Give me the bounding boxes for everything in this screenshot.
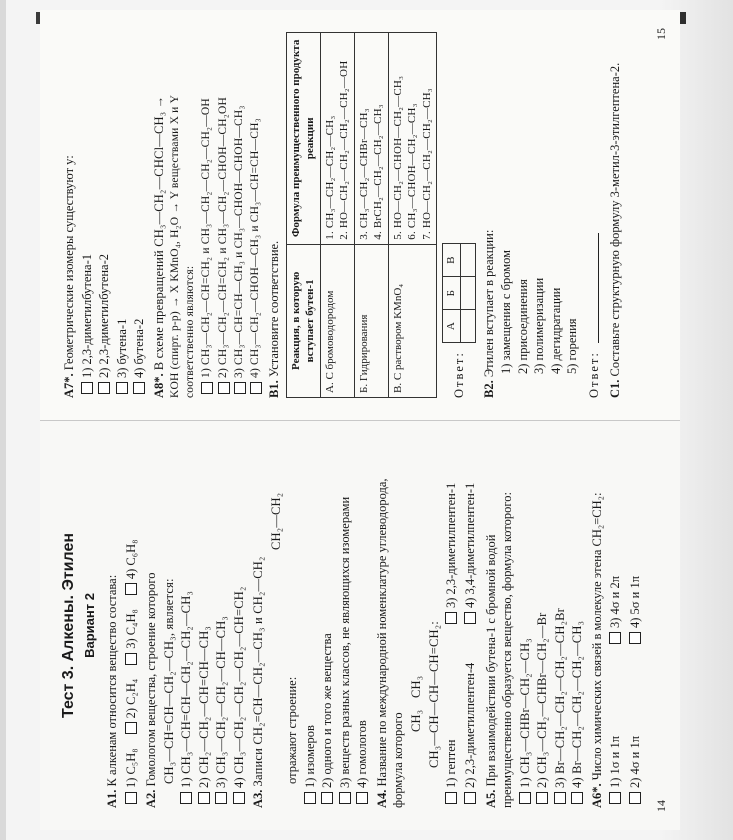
- option[interactable]: [123, 748, 140, 804]
- question-label: А5.: [483, 789, 498, 808]
- option-label: 1) гептен: [443, 739, 458, 788]
- test-title: Тест 3. Алкены. Этилен: [60, 532, 77, 719]
- option[interactable]: [123, 679, 140, 735]
- checkbox[interactable]: [198, 792, 210, 804]
- option-label: 4) CH₃—CH₂—CHOH—CH₃ и CH₃—CH=CH—CH₃: [248, 118, 261, 378]
- option-label: 1) CH₃—CH=CH—CH₂—CH₂—CH₃: [179, 590, 194, 788]
- question-a8: [151, 32, 168, 398]
- question-a4: [374, 443, 407, 808]
- question-text: В схеме превращений CH₃—CH₂—CHCl—CH₃ →: [151, 95, 166, 371]
- question-text: Число химических связей в молекуле этена CH₂=CH₂:: [589, 492, 604, 781]
- checkbox[interactable]: [445, 612, 457, 624]
- checkbox[interactable]: [571, 792, 583, 804]
- table-header: Реакция, в которую вступает бутен-1: [286, 244, 320, 397]
- question-label: В2.: [481, 380, 496, 398]
- a6-options: [606, 443, 644, 804]
- question-text: Геометрические изомеры существуют у:: [62, 155, 76, 371]
- option-label: 3) CH₃—CH₂—CH₂—CH—CH₃: [214, 616, 229, 788]
- option[interactable]: [302, 443, 319, 804]
- option-label: 3) C₄H₈: [123, 609, 138, 649]
- option-label: 3) веществ разных классов, не являющихся изомерами: [337, 496, 352, 788]
- option[interactable]: [627, 576, 644, 644]
- checkbox[interactable]: [98, 382, 110, 394]
- product: 3. CH₃—CH₂—CHBr—CH₃: [357, 108, 370, 240]
- option-label: 2) 2,3-диметилбутена-2: [97, 253, 111, 378]
- a3-options: [302, 443, 371, 804]
- checkbox[interactable]: [233, 792, 245, 804]
- option-label: 1) 1σ и 1π: [608, 735, 623, 788]
- question-label: В1.: [267, 380, 282, 398]
- book-spread: [40, 10, 680, 830]
- option-label: 5) горения: [565, 318, 580, 374]
- option[interactable]: [319, 443, 336, 804]
- a8-options: [199, 32, 263, 394]
- checkbox[interactable]: [201, 382, 213, 394]
- question-label: А8*.: [151, 373, 166, 398]
- option-label: 4) C₆H₈: [123, 539, 138, 580]
- page-number: 15: [654, 28, 669, 40]
- product: 6. CH₃—CHOH—CH₂—CH₃: [406, 103, 419, 240]
- b2-options: [498, 32, 581, 374]
- option-label: 1) CH₃—CH₂—CH=CH₂ и CH₃—CH₂—CH₂—CH₂—OH: [200, 98, 213, 378]
- option-label: 3) CH₃—CH=CH—CH₃ и CH₃—CHOH—CHOH—CH₃: [232, 105, 245, 378]
- a2-options: [178, 443, 247, 804]
- table-header: Формула преимущественного продукта реакции: [286, 33, 320, 245]
- product-cell: [320, 33, 354, 245]
- b2-answer: [586, 32, 603, 398]
- option-label: 4) бутена-2: [132, 318, 146, 378]
- option-label: 1) замещения с бромом: [499, 249, 514, 374]
- option[interactable]: [462, 634, 479, 804]
- reaction-cell: В. С раствором KMnO₄: [388, 244, 437, 397]
- option[interactable]: [213, 443, 230, 804]
- option[interactable]: [131, 32, 148, 394]
- question-a2: [143, 443, 160, 808]
- checkbox[interactable]: [609, 632, 621, 644]
- option-label: 2) одного и того же вещества: [320, 633, 335, 788]
- reaction-cell: А. С бромоводородом: [320, 244, 354, 397]
- option[interactable]: [627, 654, 644, 804]
- question-b2: [481, 32, 498, 398]
- option-label: 2) C₂H₄: [123, 678, 138, 719]
- checkbox[interactable]: [356, 792, 368, 804]
- option[interactable]: [196, 443, 213, 804]
- product: 7. HO—CH₂—CH₂—CH₂—CH₃: [420, 88, 433, 240]
- checkbox[interactable]: [609, 792, 621, 804]
- question-a1: [104, 443, 121, 808]
- option-label: 2) CH₃—CH₂—CH=CH₂ и CH₃—CH₂—CHOH—CH₂OH: [216, 96, 229, 378]
- a4-structure: [408, 443, 442, 768]
- question-label: С1.: [608, 379, 623, 398]
- left-page: [40, 420, 680, 830]
- option[interactable]: [79, 32, 96, 394]
- a2-formula: CH₃—CH=CH—CH₂—CH₃, является:: [161, 578, 176, 784]
- option-label: 2) присоединения: [515, 279, 530, 374]
- question-label: А6*.: [589, 783, 604, 808]
- answer-grid: [442, 243, 476, 343]
- option[interactable]: [114, 32, 131, 394]
- option-label: 2) CH₂—CH₂—CH=CH—CH₃: [196, 626, 211, 788]
- answer-cell[interactable]: [460, 244, 475, 277]
- option-label: 3) 2,3-диметилпентен-1: [443, 482, 458, 608]
- checkbox[interactable]: [339, 792, 351, 804]
- question-label: А3.: [251, 789, 266, 808]
- answer-header: А: [443, 310, 461, 343]
- checkbox[interactable]: [536, 792, 548, 804]
- option[interactable]: [123, 609, 140, 665]
- question-text: Гомологом вещества, строение которого: [144, 572, 159, 787]
- option[interactable]: [354, 443, 371, 804]
- checkbox[interactable]: [554, 792, 566, 804]
- answer-label: Ответ:: [586, 351, 601, 398]
- option-label: 3) 4σ и 2π: [608, 575, 623, 628]
- product: 1. CH₃—CH₂—CH₂—CH₃: [323, 115, 336, 240]
- option[interactable]: [552, 443, 569, 804]
- option[interactable]: [569, 443, 586, 804]
- option[interactable]: [607, 576, 624, 644]
- option[interactable]: [443, 634, 460, 804]
- option-label: 1) C₅H₈: [123, 748, 138, 788]
- checkbox[interactable]: [629, 632, 641, 644]
- question-a5: [483, 443, 516, 808]
- option-label: 1) 2,3-диметилбутена-1: [79, 253, 94, 378]
- product-cell: [354, 33, 388, 245]
- option-label: 4) 3,4-диметилпентен-1: [463, 482, 478, 608]
- question-text: Название по международной номенклатуре углеводорода, формула которого: [374, 478, 406, 808]
- checkbox[interactable]: [125, 792, 137, 804]
- checkbox[interactable]: [125, 583, 137, 595]
- answer-header: Б: [443, 277, 461, 310]
- option-label: 2) 4σ и 1π: [627, 735, 642, 788]
- checkbox[interactable]: [218, 382, 230, 394]
- question-c1: [607, 32, 624, 398]
- checkbox[interactable]: [445, 792, 457, 804]
- checkbox[interactable]: [250, 382, 262, 394]
- checkbox[interactable]: [125, 653, 137, 665]
- right-page: [40, 10, 680, 420]
- option-label: 4) 5σ и 1π: [627, 575, 642, 628]
- option[interactable]: [178, 443, 195, 804]
- option-label: 1) CH₃—CHBr—CH₂—CH₃: [517, 638, 532, 788]
- question-text: При взаимодействии бутена-1 с бромной водой преимущественно образуется вещество, формула которого:: [483, 492, 515, 808]
- question-a3: [250, 443, 267, 808]
- product-cell: [388, 33, 437, 245]
- answer-cell[interactable]: [460, 277, 475, 310]
- a4-substituent: CH₃: [408, 709, 423, 732]
- question-label: А7*.: [62, 373, 76, 398]
- option-label: 4) гомологов: [355, 720, 370, 788]
- option[interactable]: [123, 540, 140, 596]
- option-label: 2) 2,3-диметилпентен-4: [463, 662, 478, 788]
- a5-options: [517, 443, 586, 804]
- question-text: Составьте структурную формулу 3-метил-3-этилгептена-2.: [608, 62, 623, 377]
- b1-answer: [442, 32, 476, 398]
- checkbox[interactable]: [321, 792, 333, 804]
- option[interactable]: [462, 483, 479, 624]
- option-label: 3) полимеризации: [532, 277, 547, 374]
- question-text: К алкенам относится вещество состава:: [105, 574, 120, 787]
- option-label: 4) Br—CH₂—CH₂—CH₂—CH₃: [570, 620, 585, 788]
- a4-options: [442, 443, 480, 804]
- checkbox[interactable]: [215, 792, 227, 804]
- option[interactable]: [199, 32, 214, 394]
- option-label: 4) CH₃—CH₂—CH₂—CH₂—CH=CH₂: [231, 586, 246, 788]
- option[interactable]: [248, 32, 263, 394]
- checkbox[interactable]: [464, 792, 476, 804]
- checkbox[interactable]: [180, 792, 192, 804]
- question-a6: [589, 443, 606, 808]
- option-label: 2) CH₃—CH₂—CHBr—CH₂—Br: [535, 612, 550, 788]
- question-label: А2.: [144, 789, 159, 808]
- answer-label: Ответ:: [451, 351, 466, 398]
- option[interactable]: [534, 443, 551, 804]
- question-label: А1.: [105, 789, 120, 808]
- question-a7: [61, 32, 78, 398]
- option[interactable]: [216, 32, 231, 394]
- answer-blank[interactable]: [588, 233, 599, 343]
- option[interactable]: [443, 483, 460, 624]
- question-text: Установите соответствие.: [267, 240, 282, 378]
- checkbox[interactable]: [464, 612, 476, 624]
- checkbox[interactable]: [519, 792, 531, 804]
- option-label: 4) дегидратации: [548, 287, 563, 374]
- option[interactable]: [231, 443, 248, 804]
- a1-options: [122, 443, 141, 804]
- checkbox[interactable]: [629, 792, 641, 804]
- question-label: А4.: [374, 789, 389, 808]
- option-label: 3) Br—CH₂—CH₂—CH₂—CH₂Br: [552, 607, 567, 788]
- b1-matching-table: [286, 32, 438, 398]
- option[interactable]: [607, 654, 624, 804]
- option[interactable]: [337, 443, 354, 804]
- a8-scheme: KOH (спирт. р-р) → X KMnO₄, H₂O → Y веществами X и Y соответственно являются:: [169, 95, 197, 398]
- checkbox[interactable]: [116, 382, 128, 394]
- answer-header: В: [443, 244, 461, 277]
- option-label: 1) изомеров: [302, 725, 317, 788]
- product: 4. BrCH₂—CH₂—CH₂—CH₃: [372, 104, 385, 240]
- checkbox[interactable]: [234, 382, 246, 394]
- checkbox[interactable]: [133, 382, 145, 394]
- option-label: 3) бутена-1: [114, 318, 129, 378]
- page-number: 14: [654, 800, 669, 812]
- a4-substituent: CH₃: [408, 675, 423, 698]
- option[interactable]: [232, 32, 247, 394]
- a3-reflect: отражают строение:: [285, 676, 300, 784]
- question-text: Этилен вступает в реакции:: [481, 229, 496, 378]
- option[interactable]: [517, 443, 534, 804]
- a7-options: [79, 32, 148, 394]
- a3-ring-bottom: CH₂—CH₂: [268, 492, 283, 550]
- question-text: Записи CH₂=CH—CH₂—CH₃ и CH₂—CH₂: [251, 556, 266, 787]
- product: 5. HO—CH₂—CHOH—CH₂—CH₃: [391, 75, 404, 240]
- product: 2. HO—CH₂—CH₂—CH₂—CH₂—OH: [338, 60, 351, 240]
- a4-formula: CH₃—CH—CH—CH=CH₂:: [426, 621, 441, 768]
- checkbox[interactable]: [304, 792, 316, 804]
- question-b1: [266, 32, 283, 398]
- option[interactable]: [96, 32, 113, 394]
- checkbox[interactable]: [81, 382, 93, 394]
- test-variant: Вариант 2: [82, 593, 98, 658]
- reaction-cell: Б. Гидрирования: [354, 244, 388, 397]
- answer-cell[interactable]: [460, 310, 475, 343]
- checkbox[interactable]: [125, 722, 137, 734]
